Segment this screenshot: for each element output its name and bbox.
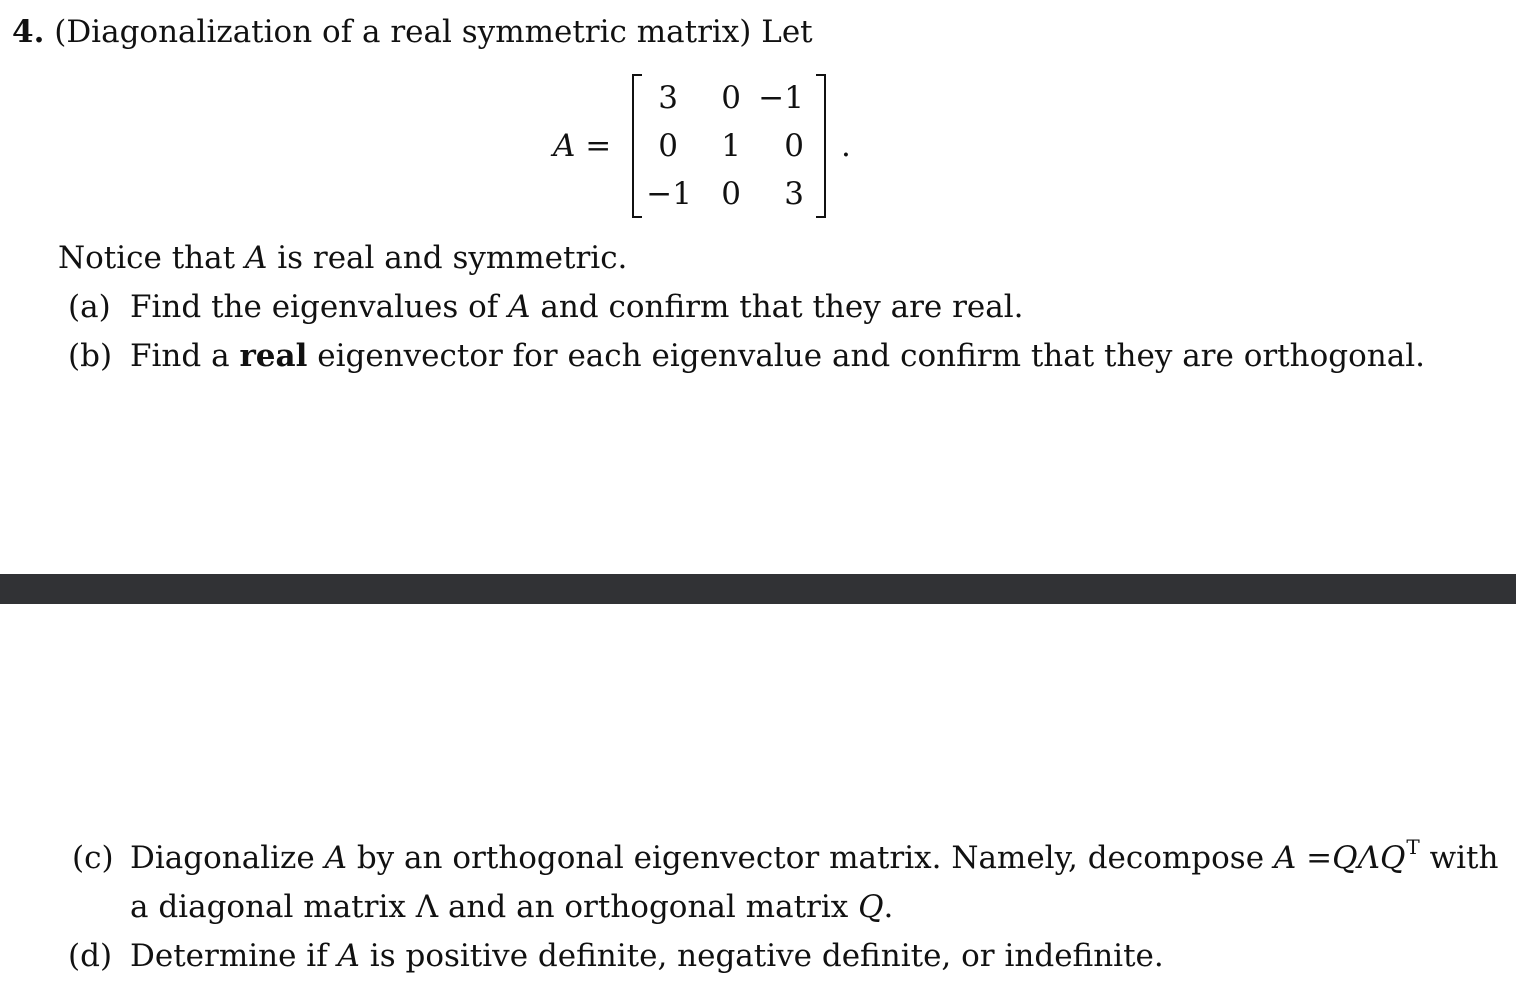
matrix-lhs [553,126,611,166]
part-b-text [130,336,1425,376]
matrix-cell: 0 [721,80,741,116]
part-c-eq-rhs: QΛQ [1332,840,1406,876]
part-c-eq-lhs: A [1273,840,1297,876]
matrix-cell: 3 [784,176,804,212]
part-a-var: A [508,289,531,325]
part-b-text1: Find a [130,338,230,374]
matrix-cell: 0 [784,128,804,164]
matrix-cell: 1 [721,128,741,164]
part-a-text2: and confirm that they are real. [540,289,1024,325]
problem-title: (Diagonalization of a real symmetric matrix) Let [54,14,813,50]
notice-line [58,238,627,278]
part-c-label: (c) [72,840,114,876]
matrix-cell: 0 [721,176,741,212]
part-b-label: (b) [68,338,113,374]
matrix-cell: 3 [658,80,678,116]
part-c-line2-text: a diagonal matrix Λ and an orthogonal matrix [130,889,849,925]
part-d-label: (d) [68,938,113,974]
part-d-text [130,936,1164,976]
part-c-eq-sup: T [1406,835,1420,859]
matrix-cell: 0 [658,128,678,164]
part-c-text1: Diagonalize [130,840,315,876]
part-c-text3: with [1429,840,1499,876]
part-a-text1: Find the eigenvalues of [130,289,499,325]
part-d-var: A [337,938,360,974]
part-d-text2: is positive definite, negative definite, or indefinite. [369,938,1164,974]
matrix-period: . [841,128,851,164]
part-a-label: (a) [68,289,111,325]
part-c-var: A [324,840,347,876]
part-c-text2: by an orthogonal eigenvector matrix. Namely, decompose [356,840,1265,876]
problem-number: 4. [12,14,45,50]
part-a-text [130,287,1024,327]
problem-heading [12,12,813,52]
section-divider [0,574,1516,604]
part-c-line2-end: . [883,889,894,925]
notice-post: is real and symmetric. [277,240,628,276]
matrix-name: A [553,128,576,164]
matrix-cell: −1 [758,80,804,116]
matrix-equals: = [585,128,612,164]
part-c-eq-sign: = [1306,840,1333,876]
part-c-line2-var: Q [858,889,884,925]
matrix-cell: −1 [646,176,692,212]
matrix-right-bracket [816,74,826,218]
part-b-text2: eigenvector for each eigenvalue and confirm that they are orthogonal. [317,338,1425,374]
part-b-bold: real [239,338,308,374]
notice-var: A [244,240,268,276]
page-bottom-section [0,604,1516,1006]
part-c-line1 [130,835,1499,881]
notice-pre: Notice that [58,240,236,276]
part-c-line2 [130,887,893,927]
part-d-text1: Determine if [130,938,328,974]
